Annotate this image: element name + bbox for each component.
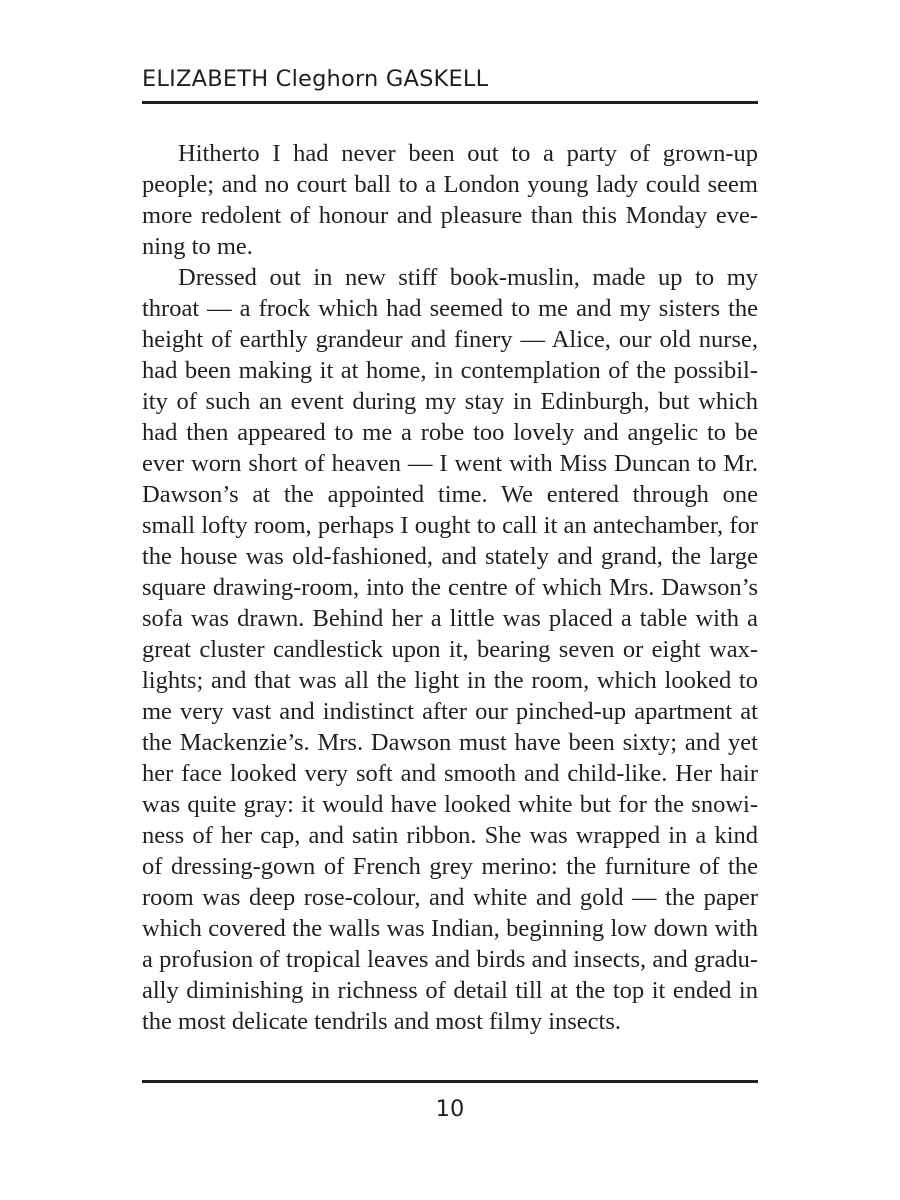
text-line: the most delicate tendrils and most filmy insects. <box>142 1008 622 1035</box>
text-line: Hitherto I had never been out to a party of grown-up <box>178 140 758 167</box>
text-line: Dressed out in new stiff book-muslin, made up to my <box>178 264 758 291</box>
text-line: people; and no court ball to a London young lady could seem <box>142 171 758 198</box>
text-line: more redolent of honour and pleasure than this Monday eve- <box>142 202 758 229</box>
text-line: lights; and that was all the light in the room, which looked to <box>142 667 758 694</box>
text-line: Dawson’s at the appointed time. We entered through one <box>142 481 758 508</box>
text-line: the Mackenzie’s. Mrs. Dawson must have been sixty; and yet <box>142 729 758 756</box>
footer-rule <box>142 1080 758 1083</box>
text-line: which covered the walls was Indian, beginning low down with <box>142 915 758 942</box>
running-head: ELIZABETH Cleghorn GASKELL <box>142 66 489 92</box>
text-line: square drawing-room, into the centre of which Mrs. Dawson’s <box>142 574 758 601</box>
text-line: a profusion of tropical leaves and birds and insects, and gradu- <box>142 946 758 973</box>
text-line: was quite gray: it would have looked white but for the snowi- <box>142 791 758 818</box>
header-rule <box>142 101 758 104</box>
text-line: ally diminishing in richness of detail till at the top it ended in <box>142 977 758 1004</box>
text-line: had then appeared to me a robe too lovely and angelic to be <box>142 419 758 446</box>
text-line: throat — a frock which had seemed to me and my sisters the <box>142 295 758 322</box>
text-line: ning to me. <box>142 233 253 260</box>
paragraph-2 <box>142 262 758 1037</box>
text-line: great cluster candlestick upon it, bearing seven or eight wax- <box>142 636 758 663</box>
text-line: of dressing-gown of French grey merino: the furniture of the <box>142 853 758 880</box>
text-line: had been making it at home, in contemplation of the possibil- <box>142 357 758 384</box>
text-line: room was deep rose-colour, and white and gold — the paper <box>142 884 758 911</box>
paragraph-1 <box>142 138 758 262</box>
text-line: ity of such an event during my stay in Edinburgh, but which <box>142 388 758 415</box>
text-line: ness of her cap, and satin ribbon. She was wrapped in a kind <box>142 822 758 849</box>
text-line: sofa was drawn. Behind her a little was placed a table with a <box>142 605 758 632</box>
body-text <box>142 138 758 1037</box>
text-line: small lofty room, perhaps I ought to call it an antechamber, for <box>142 512 758 539</box>
text-line: ever worn short of heaven — I went with Miss Duncan to Mr. <box>142 450 758 477</box>
text-line: the house was old-fashioned, and stately and grand, the large <box>142 543 758 570</box>
page-number: 10 <box>435 1096 465 1122</box>
text-line: height of earthly grandeur and finery — Alice, our old nurse, <box>142 326 758 353</box>
text-line: me very vast and indistinct after our pinched-up apartment at <box>142 698 758 725</box>
text-line: her face looked very soft and smooth and child-like. Her hair <box>142 760 758 787</box>
